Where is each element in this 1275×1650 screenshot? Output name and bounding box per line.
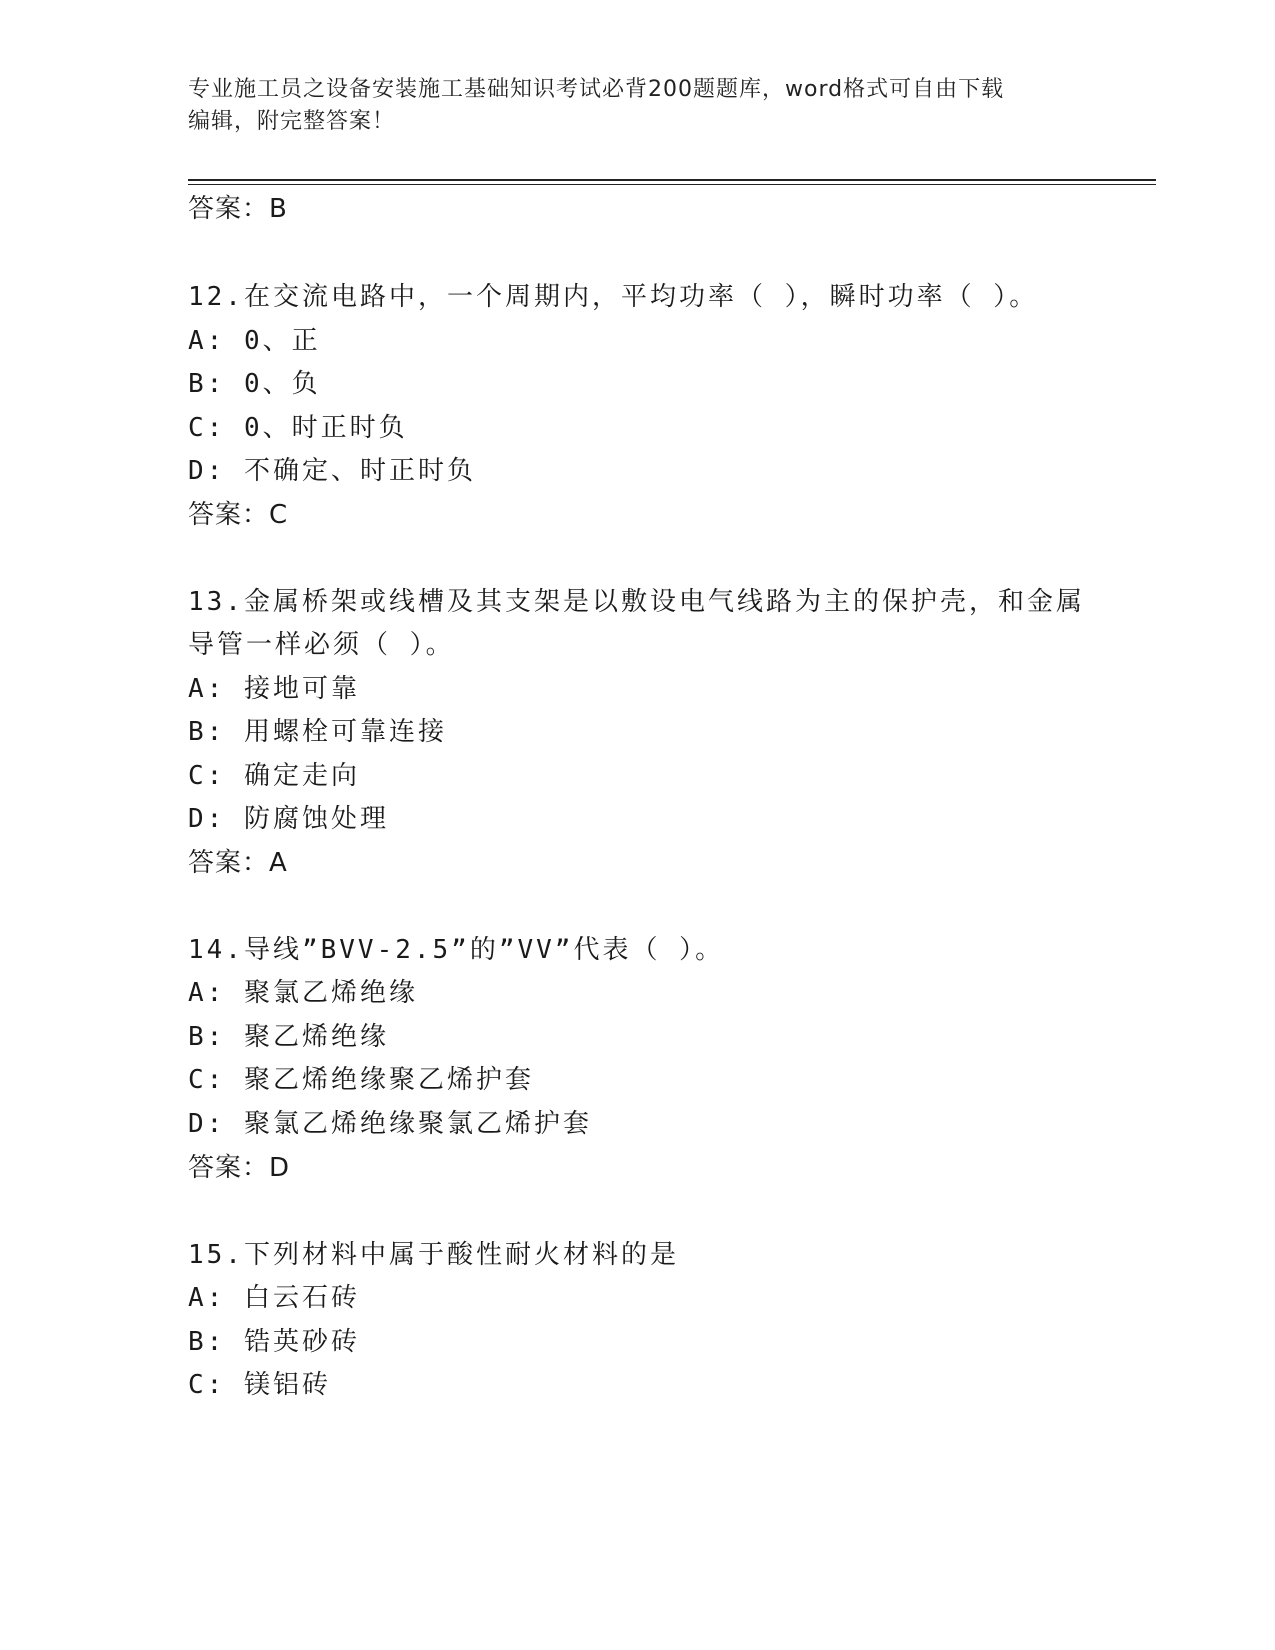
question-15-option-b: B: 锆英砂砖	[188, 1327, 360, 1357]
question-13-answer: 答案：A	[188, 848, 288, 878]
question-13-option-b: B: 用螺栓可靠连接	[188, 717, 447, 747]
header-divider-thick	[188, 179, 1156, 181]
question-12-option-b: B: 0、负	[188, 369, 321, 399]
question-12-stem: 12.在交流电路中，一个周期内，平均功率（ ），瞬时功率（ ）。	[188, 282, 1039, 312]
question-14-stem: 14.导线”BVV-2.5”的”VV”代表（ ）。	[188, 935, 725, 965]
header-line-1: 专业施工员之设备安装施工基础知识考试必背200题题库，word格式可自由下载	[188, 77, 1005, 102]
question-12-option-c: C: 0、时正时负	[188, 413, 408, 443]
question-13-stem-line-1: 13.金属桥架或线槽及其支架是以敷设电气线路为主的保护壳，和金属	[188, 587, 1085, 617]
question-14-option-b: B: 聚乙烯绝缘	[188, 1022, 389, 1052]
question-13-stem-line-2: 导管一样必须（ ）。	[188, 630, 455, 660]
question-15-stem: 15.下列材料中属于酸性耐火材料的是	[188, 1240, 679, 1270]
question-12-option-d: D: 不确定、时正时负	[188, 456, 476, 486]
question-15-option-c: C: 镁铝砖	[188, 1370, 331, 1400]
document-header	[188, 74, 1068, 138]
question-13-option-d: D: 防腐蚀处理	[188, 804, 389, 834]
question-14-option-d: D: 聚氯乙烯绝缘聚氯乙烯护套	[188, 1109, 592, 1139]
question-12-option-a: A: 0、正	[188, 326, 321, 356]
previous-answer: 答案：B	[188, 194, 288, 224]
header-line-2: 编辑，附完整答案！	[188, 109, 396, 134]
question-14-answer: 答案：D	[188, 1153, 291, 1183]
question-14-option-c: C: 聚乙烯绝缘聚乙烯护套	[188, 1065, 534, 1095]
question-15-option-a: A: 白云石砖	[188, 1283, 360, 1313]
header-divider-thin	[188, 184, 1156, 185]
question-13-option-c: C: 确定走向	[188, 761, 360, 791]
question-13-option-a: A: 接地可靠	[188, 674, 360, 704]
question-12-answer: 答案：C	[188, 500, 289, 530]
question-14-option-a: A: 聚氯乙烯绝缘	[188, 978, 418, 1008]
